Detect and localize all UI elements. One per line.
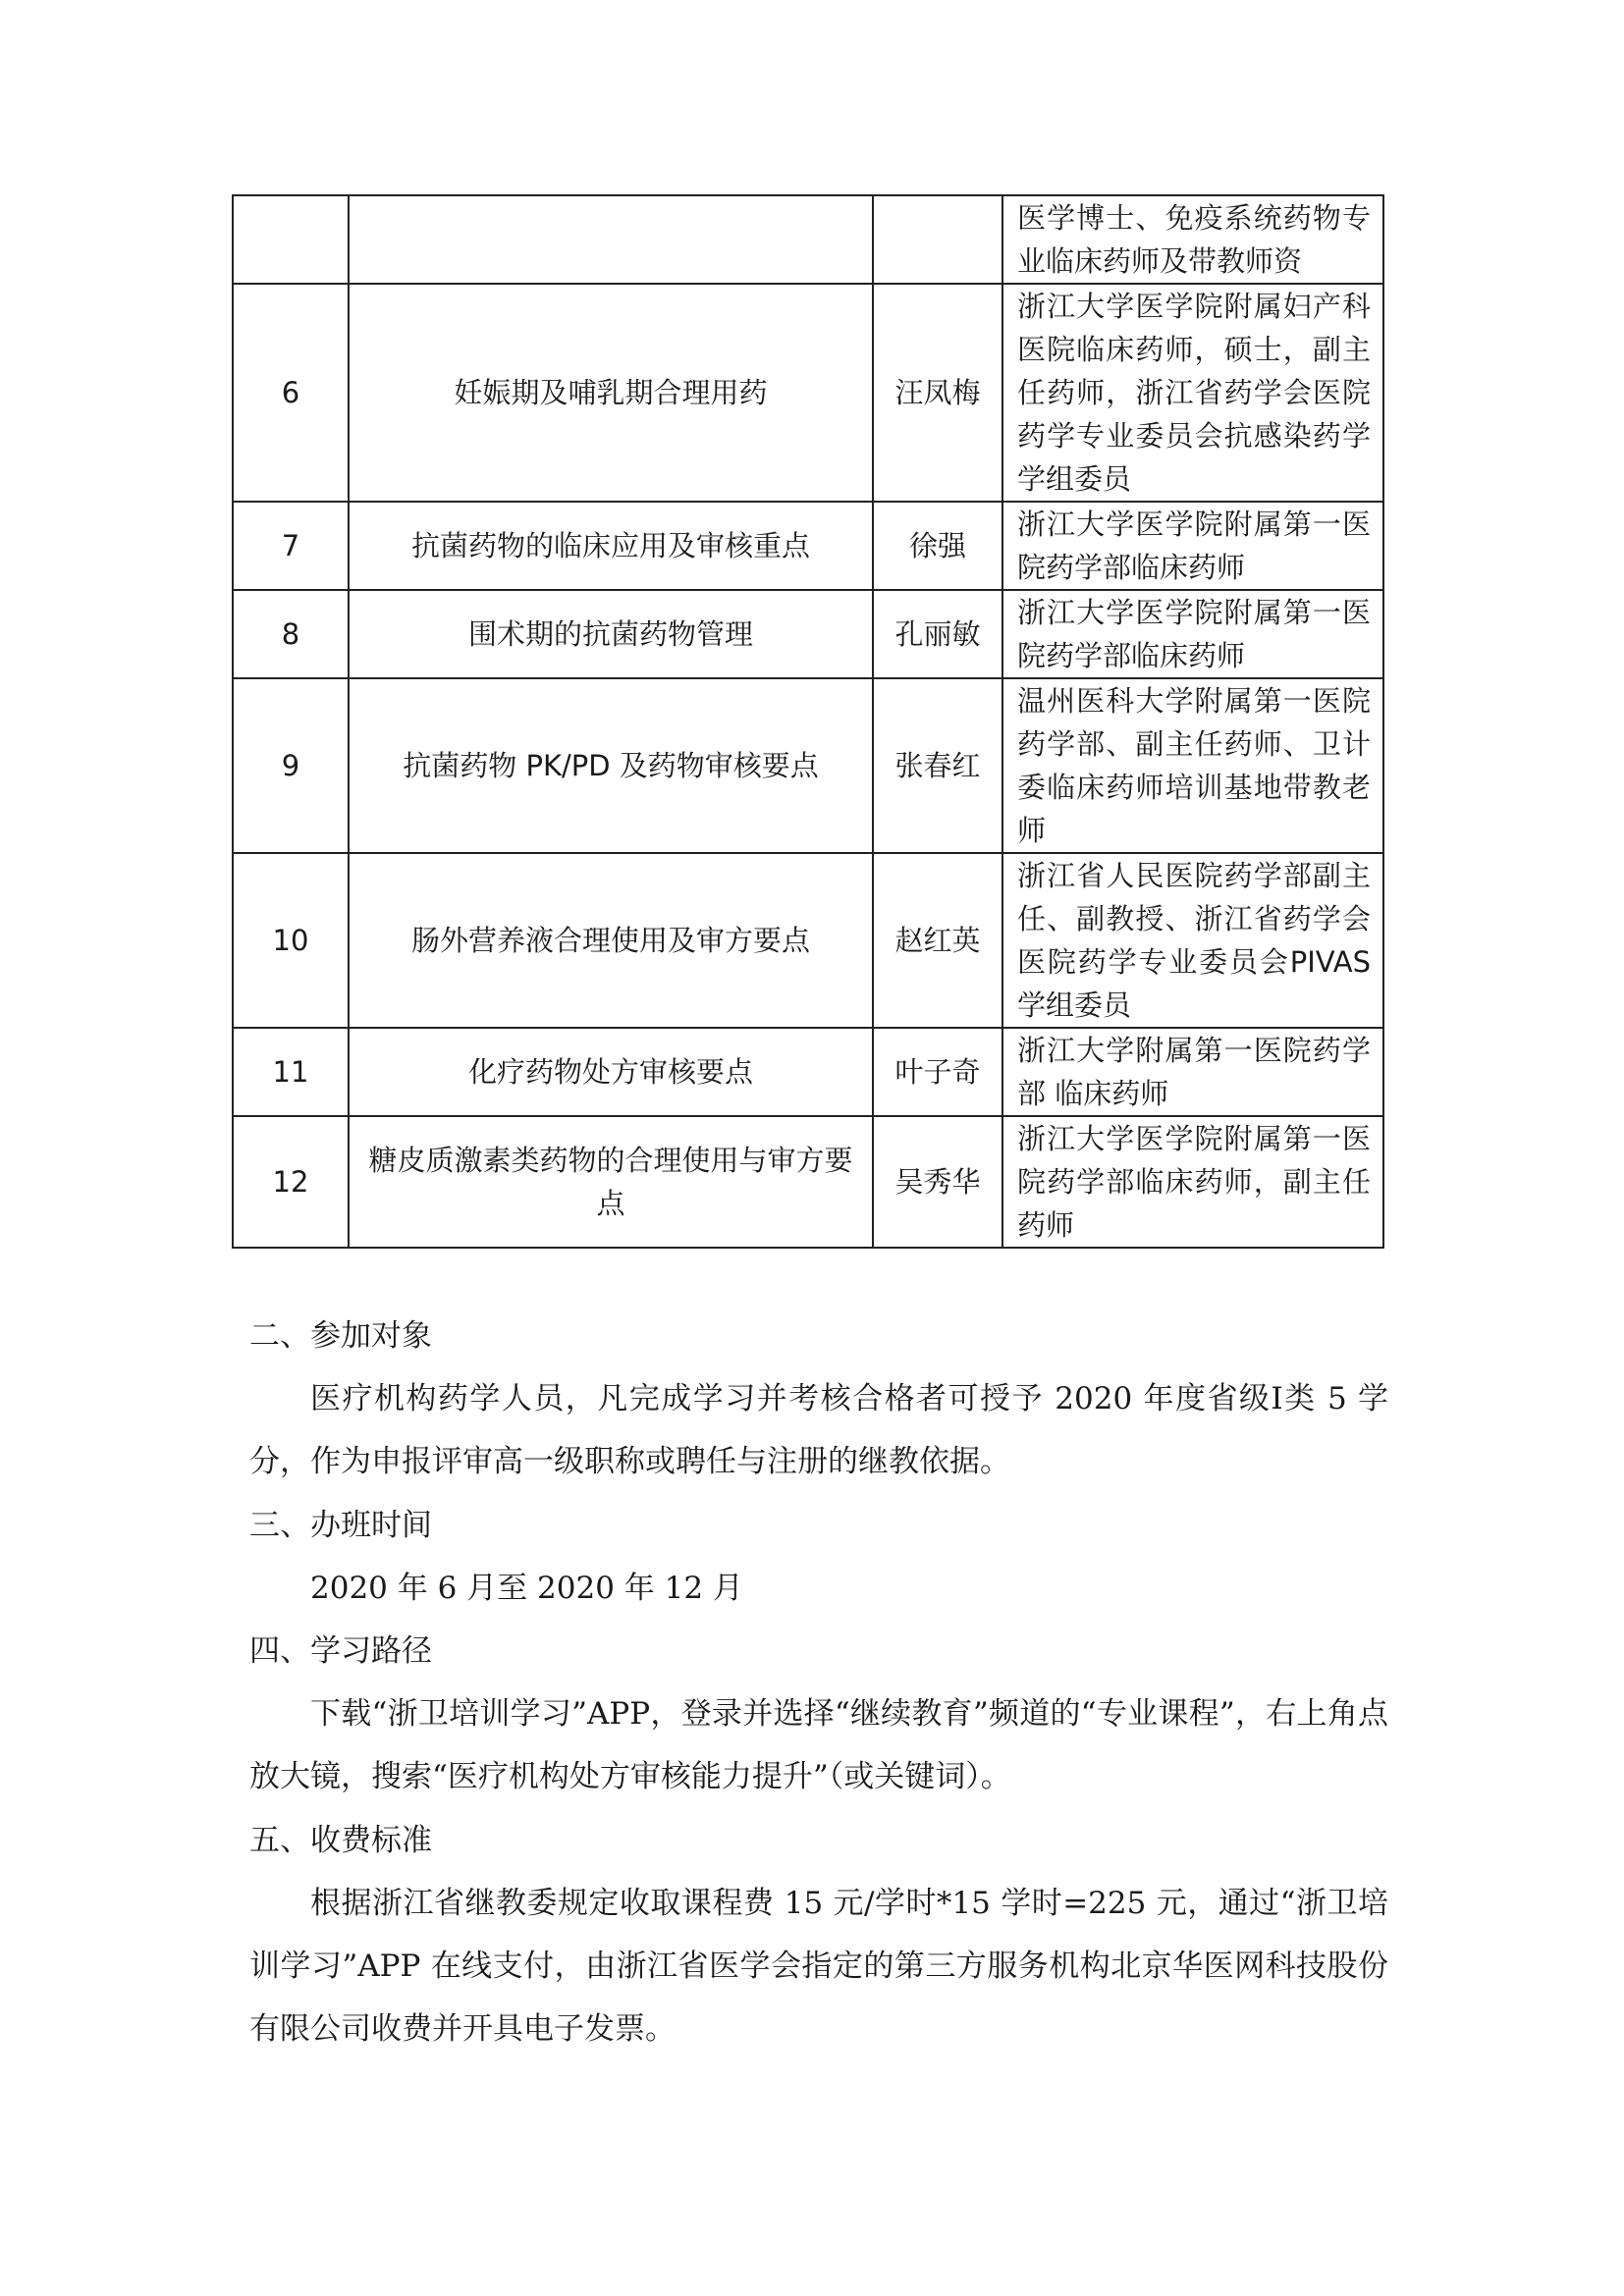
teacher-name bbox=[873, 195, 1002, 284]
course-title bbox=[349, 195, 873, 284]
section-heading-schedule: 三、办班时间 bbox=[249, 1508, 432, 1543]
teacher-intro: 浙江大学医学院附属妇产科医院临床药师，硕士，副主任药师，浙江省药学会医院药学专业委员会抗感染药学学组委员 bbox=[1002, 284, 1383, 502]
path-body: 下载“浙卫培训学习”APP，登录并选择“继续教育”频道的“专业课程”，右上角点放大镜，搜索“医疗机构处方审核能力提升”（或关键词）。 bbox=[249, 1696, 1388, 1794]
section-heading-fees: 五、收费标准 bbox=[249, 1823, 432, 1858]
row-number bbox=[233, 195, 349, 284]
row-number: 8 bbox=[233, 590, 349, 678]
section-heading-participants: 二、参加对象 bbox=[249, 1318, 432, 1354]
table-row bbox=[233, 678, 1383, 853]
row-number: 12 bbox=[233, 1116, 349, 1248]
table-row bbox=[233, 1116, 1383, 1248]
teacher-name: 叶子奇 bbox=[873, 1028, 1002, 1116]
course-title: 抗菌药物 PK/PD 及药物审核要点 bbox=[349, 678, 873, 853]
teacher-name: 吴秀华 bbox=[873, 1116, 1002, 1248]
table-row bbox=[233, 853, 1383, 1028]
teacher-intro: 浙江大学医学院附属第一医院药学部临床药师，副主任药师 bbox=[1002, 1116, 1383, 1248]
teacher-intro: 浙江大学医学院附属第一医院药学部临床药师 bbox=[1002, 502, 1383, 590]
course-title: 糖皮质激素类药物的合理使用与审方要点 bbox=[349, 1116, 873, 1248]
row-number: 10 bbox=[233, 853, 349, 1028]
course-title: 抗菌药物的临床应用及审核重点 bbox=[349, 502, 873, 590]
row-number: 11 bbox=[233, 1028, 349, 1116]
teacher-name: 孔丽敏 bbox=[873, 590, 1002, 678]
fees-body: 根据浙江省继教委规定收取课程费 15 元/学时*15 学时=225 元，通过“浙卫培训学习”APP 在线支付，由浙江省医学会指定的第三方服务机构北京华医网科技股份有限公司收费并开具电子发票。 bbox=[249, 1886, 1388, 2047]
teacher-intro: 温州医科大学附属第一医院药学部、副主任药师、卫计委临床药师培训基地带教老师 bbox=[1002, 678, 1383, 853]
teacher-name: 汪凤梅 bbox=[873, 284, 1002, 502]
course-table bbox=[232, 194, 1384, 1249]
teacher-intro: 医学博士、免疫系统药物专业临床药师及带教师资 bbox=[1002, 195, 1383, 284]
row-number: 7 bbox=[233, 502, 349, 590]
participants-body: 医疗机构药学人员，凡完成学习并考核合格者可授予 2020 年度省级Ⅰ类 5 学分，作为申报评审高一级职称或聘任与注册的继教依据。 bbox=[249, 1381, 1388, 1479]
table-row bbox=[233, 502, 1383, 590]
teacher-intro: 浙江大学医学院附属第一医院药学部临床药师 bbox=[1002, 590, 1383, 678]
course-title: 妊娠期及哺乳期合理用药 bbox=[349, 284, 873, 502]
table-row bbox=[233, 1028, 1383, 1116]
section-heading-path: 四、学习路径 bbox=[249, 1633, 432, 1669]
row-number: 6 bbox=[233, 284, 349, 502]
course-title: 肠外营养液合理使用及审方要点 bbox=[349, 853, 873, 1028]
teacher-name: 徐强 bbox=[873, 502, 1002, 590]
teacher-intro: 浙江大学附属第一医院药学部 临床药师 bbox=[1002, 1028, 1383, 1116]
teacher-intro: 浙江省人民医院药学部副主任、副教授、浙江省药学会医院药学专业委员会PIVAS 学组委员 bbox=[1002, 853, 1383, 1028]
table-row bbox=[233, 284, 1383, 502]
schedule-body: 2020 年 6 月至 2020 年 12 月 bbox=[310, 1571, 743, 1606]
course-title: 化疗药物处方审核要点 bbox=[349, 1028, 873, 1116]
course-title: 围术期的抗菌药物管理 bbox=[349, 590, 873, 678]
table-row bbox=[233, 195, 1383, 284]
teacher-name: 赵红英 bbox=[873, 853, 1002, 1028]
teacher-name: 张春红 bbox=[873, 678, 1002, 853]
table-row bbox=[233, 590, 1383, 678]
row-number: 9 bbox=[233, 678, 349, 853]
